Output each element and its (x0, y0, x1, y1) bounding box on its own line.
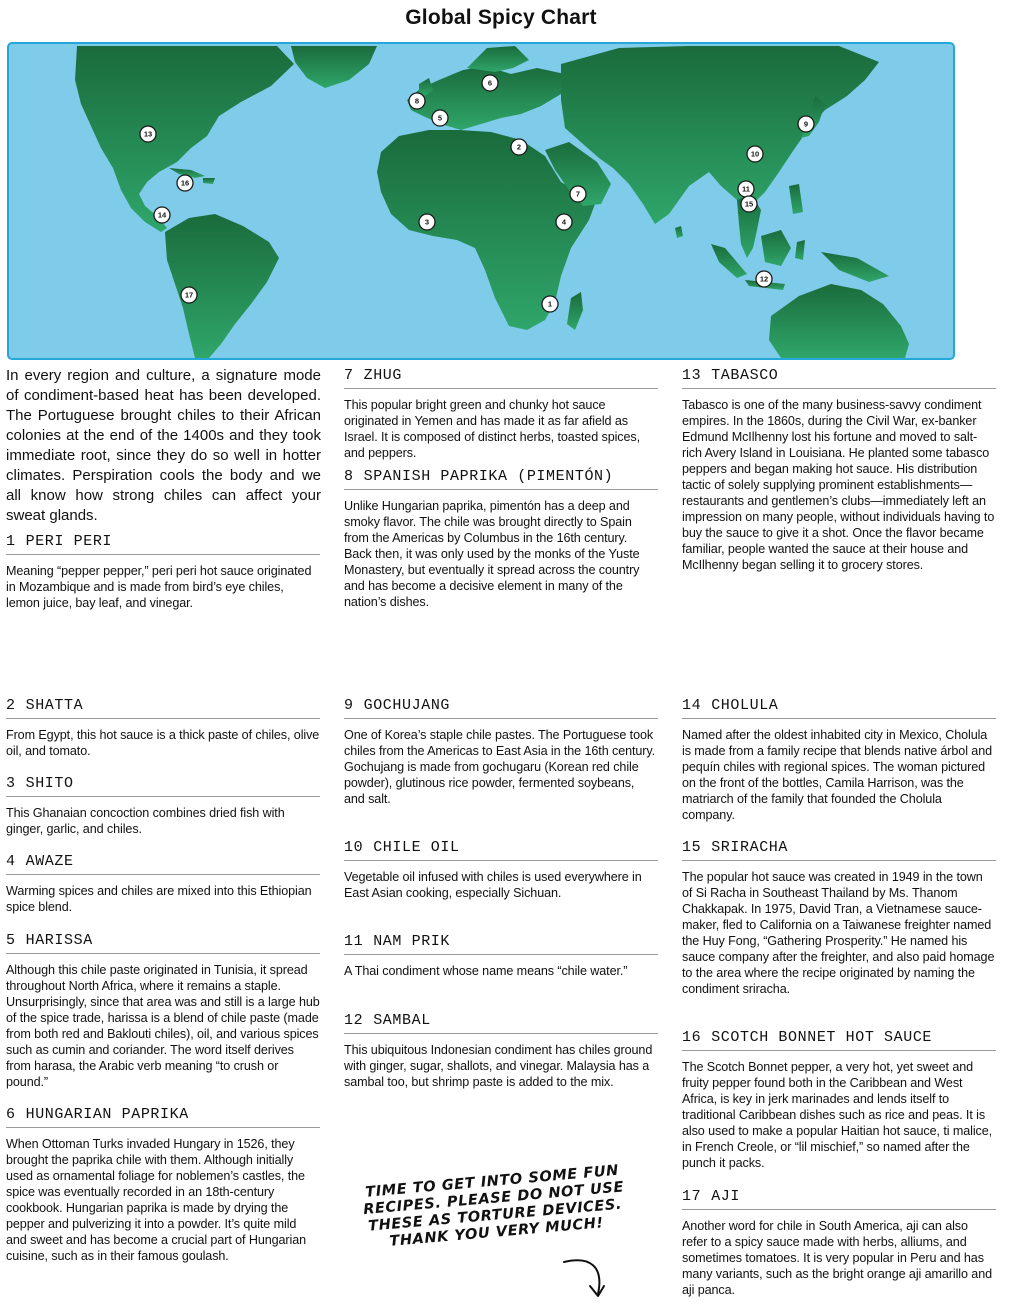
sauce-entry-awaze (6, 853, 320, 915)
australia-shape (769, 284, 909, 358)
page-title: Global Spicy Chart (405, 6, 597, 29)
sauce-description: When Ottoman Turks invaded Hungary in 1526, they brought the paprika chile with them. Although initially used as ornamental foliage for noblemen’s castles, the spice was eventually recorded in an 18th-century cookbook. Hungarian paprika is made by drying the pepper and pulverizing it into a powder. It’s quite mild and sweet and has become a crucial part of Hungarian cuisine, such as in their famous goulash. (6, 1137, 307, 1263)
sauce-name: ZHUG (363, 367, 403, 384)
sauce-number: 10 (344, 839, 364, 856)
sauce-entry-spanish-paprika (344, 468, 658, 610)
map-marker-label: 16 (180, 178, 190, 188)
sauce-heading (682, 697, 996, 719)
hispaniola-shape (203, 178, 215, 184)
sauce-name: TABASCO (711, 367, 779, 384)
sauce-description: The popular hot sauce was created in 1949 in the town of Si Racha in Southeast Thailand by Ms. Thanom Chakkapak. In 1975, David Tran, a Vietnamese sauce-maker, fled to California on a Taiwanese freighter named the Huy Fong, “Gathering Prosperity.” He named his sauce company after the freighter, and also paid homage to the area where the recipe originated by naming the condiment sriracha. (682, 870, 995, 996)
sauce-entry-tabasco (682, 367, 996, 573)
sauce-entry-gochujang (344, 697, 658, 807)
sauce-description: Warming spices and chiles are mixed into this Ethiopian spice blend. (6, 884, 312, 914)
map-marker-label: 7 (575, 189, 581, 199)
sauce-entry-peri-peri (6, 533, 320, 611)
map-marker-14[interactable] (154, 207, 170, 223)
map-marker-label: 12 (759, 274, 769, 284)
sauce-description: Named after the oldest inhabited city in Mexico, Cholula is made from a family recipe that blends native árbol and pequín chiles with regional spices. The woman pictured on the front of the bottles, Camila Harrison, was the matriarch of the family that founded the Cholula company. (682, 728, 993, 822)
sauce-description: Meaning “pepper pepper,” peri peri hot sauce originated in Mozambique and is made from bird’s eye chiles, lemon juice, bay leaf, and vinegar. (6, 564, 312, 610)
sauce-heading (682, 367, 996, 389)
sauce-entry-scotch-bonnet (682, 1029, 996, 1171)
continents (75, 46, 909, 358)
sauce-name: SHITO (25, 775, 74, 792)
map-marker-label: 2 (516, 142, 522, 152)
sauce-number: 6 (6, 1106, 16, 1123)
sauce-heading (682, 1188, 996, 1210)
sauce-number: 13 (682, 367, 702, 384)
sauce-description: This ubiquitous Indonesian condiment has chiles ground with ginger, sugar, shallots, and vinegar. Malaysia has a sambal too, but shrimp paste is added to the mix. (344, 1043, 653, 1089)
sauce-heading (6, 775, 320, 797)
sauce-name: NAM PRIK (373, 933, 451, 950)
map-marker-label: 11 (742, 184, 750, 194)
sauce-name: SAMBAL (373, 1012, 431, 1029)
sauce-name: SPANISH PAPRIKA (PIMENTÓN) (363, 468, 614, 485)
sumatra-shape (711, 244, 747, 278)
greenland-shape (291, 46, 377, 88)
sauce-heading (6, 1106, 320, 1128)
sulawesi-shape (795, 240, 805, 260)
philippines-shape (789, 184, 803, 214)
sauce-description: One of Korea’s staple chile pastes. The Portuguese took chiles from the Americas to East Asia in the 16th century. Gochujang is made from gochugaru (Korean red chile powder), glutinous rice powder, fermented soybeans, and salt. (344, 728, 656, 806)
sauce-entry-shatta (6, 697, 320, 759)
sauce-number: 4 (6, 853, 16, 870)
sauce-name: CHILE OIL (373, 839, 460, 856)
sauce-heading (344, 468, 658, 490)
sauce-entry-aji (682, 1188, 996, 1298)
sauce-entry-nam-prik (344, 933, 658, 979)
intro-paragraph: In every region and culture, a signature mode of condiment-based heat has been developed. The Portuguese brought chiles to their African colonies at the end of the 1400s and they took immediate root, since they do so well in hotter climates. Perspiration cools the body and we all know how strong chiles can affect your sweat glands. (6, 367, 321, 524)
map-marker-label: 1 (547, 299, 553, 309)
sauce-description: Vegetable oil infused with chiles is used everywhere in East Asian cooking, especially Sichuan. (344, 870, 642, 900)
map-marker-label: 17 (184, 290, 194, 300)
sauce-number: 11 (344, 933, 364, 950)
handwritten-note: TIME TO GET INTO SOME FUN RECIPES. PLEASE DO NOT USE THESE AS TORTURE DEVICES. THANK YOU VERY MUCH! (362, 1162, 625, 1250)
sauce-number: 3 (6, 775, 16, 792)
map-marker-label: 6 (487, 78, 493, 88)
sauce-heading (6, 932, 320, 954)
sauce-entry-chile-oil (344, 839, 658, 901)
sauce-name: AWAZE (25, 853, 74, 870)
map-marker-label: 9 (803, 119, 809, 129)
sauce-number: 5 (6, 932, 16, 949)
sauce-heading (682, 839, 996, 861)
sauce-heading (344, 697, 658, 719)
sauce-description: Unlike Hungarian paprika, pimentón has a deep and smoky flavor. The chile was brought directly to Spain from the Americas by Columbus in the 16th century. Back then, it was only used by the monks of the Yuste Monastery, but eventually it spread across the country and has become a decisive element in many of the nation’s dishes. (344, 499, 640, 609)
map-marker-10[interactable] (747, 146, 763, 162)
sauce-heading (6, 853, 320, 875)
asia-shape (561, 46, 879, 224)
map-marker-15[interactable] (741, 196, 757, 212)
sauce-heading (682, 1029, 996, 1051)
world-map-svg (9, 44, 953, 358)
map-marker-label: 8 (414, 96, 420, 106)
sauce-name: HARISSA (25, 932, 93, 949)
sauce-description: Another word for chile in South America, aji can also refer to a spicy sauce made with herbs, alliums, and sometimes tomatoes. It is very popular in Peru and has many variants, such as the bright orange aji amarillo and aji panca. (682, 1219, 993, 1297)
sauce-number: 7 (344, 367, 354, 384)
sauce-entry-cholula (682, 697, 996, 823)
sauce-name: SCOTCH BONNET HOT SAUCE (711, 1029, 933, 1046)
sauce-number: 14 (682, 697, 702, 714)
map-marker-11[interactable] (738, 181, 754, 197)
map-marker-3[interactable] (419, 214, 435, 230)
sauce-heading (344, 839, 658, 861)
sauce-entry-hungarian-paprika (6, 1106, 320, 1264)
sauce-heading (344, 933, 658, 955)
sauce-entry-harissa (6, 932, 320, 1090)
sauce-name: SRIRACHA (711, 839, 789, 856)
map-marker-label: 13 (143, 129, 153, 139)
sauce-number: 1 (6, 533, 16, 550)
sauce-description: Tabasco is one of the many business-savvy condiment empires. In the 1860s, during the Civil War, ex-banker Edmund McIlhenny lost his fortune and moved to salt-rich Avery Island in Louisiana. He planted some tabasco peppers and began making hot sauce. His distribution tactic of solely supplying prominent establishments—restaurants and gentlemen’s clubs—immediately left an impression on many people, without individuals having to buy the sauce to give it a shot. Once the flavor became familiar, people wanted the sauce at their house and McIlhenny began selling it to grocery stores. (682, 398, 995, 572)
sauce-name: GOCHUJANG (363, 697, 451, 714)
new-guinea-shape (821, 252, 889, 282)
sauce-description: This popular bright green and chunky hot sauce originated in Yemen and has made it as far afield as Israel. It is composed of distinct herbs, toasted spices, and peppers. (344, 398, 640, 460)
map-marker-13[interactable] (140, 126, 156, 142)
sauce-name: SHATTA (25, 697, 84, 714)
sauce-number: 2 (6, 697, 16, 714)
sauce-name: CHOLULA (711, 697, 779, 714)
sauce-description: This Ghanaian concoction combines dried fish with ginger, garlic, and chiles. (6, 806, 285, 836)
sri-lanka-shape (675, 226, 683, 238)
borneo-shape (761, 230, 791, 266)
sauce-entry-shito (6, 775, 320, 837)
sauce-heading (6, 533, 320, 555)
map-marker-label: 10 (750, 149, 760, 159)
sauce-description: Although this chile paste originated in Tunisia, it spread throughout North Africa, where it remains a staple. Unsurprisingly, since that area was and still is a large hub of the spice trade, harissa is a blend of chile paste (made from both red and Baklouti chiles), oil, and various spices such as cumin and coriander. The word itself derives from harasa, the Arabic verb meaning “to crush or pound.” (6, 963, 320, 1089)
south-america-shape (165, 214, 279, 358)
map-marker-8[interactable] (409, 93, 425, 109)
sauce-entry-zhug (344, 367, 658, 461)
map-marker-label: 14 (157, 210, 167, 220)
map-marker-7[interactable] (570, 186, 586, 202)
map-marker-9[interactable] (798, 116, 814, 132)
map-marker-17[interactable] (181, 287, 197, 303)
map-marker-5[interactable] (432, 110, 448, 126)
map-marker-1[interactable] (542, 296, 558, 312)
map-marker-12[interactable] (756, 271, 772, 287)
sauce-description: A Thai condiment whose name means “chile water.” (344, 964, 628, 978)
sauce-number: 12 (344, 1012, 364, 1029)
map-marker-6[interactable] (482, 75, 498, 91)
madagascar-shape (567, 292, 583, 330)
sauce-name: HUNGARIAN PAPRIKA (25, 1106, 189, 1123)
sauce-number: 8 (344, 468, 354, 485)
sauce-description: From Egypt, this hot sauce is a thick paste of chiles, olive oil, and tomato. (6, 728, 320, 758)
curved-arrow-icon (560, 1256, 630, 1304)
north-america-shape (75, 46, 294, 232)
map-marker-label: 5 (437, 113, 443, 123)
map-marker-label: 3 (424, 217, 430, 227)
world-map (7, 42, 955, 360)
sauce-description: The Scotch Bonnet pepper, a very hot, yet sweet and fruity pepper found both in the Caribbean and West Africa, is key in jerk marinades and lends itself to traditional Caribbean dishes such as rice and peas. It is also used to make a popular Haitian hot sauce, ti malice, in French Creole, or “lil mischief,” so named after the punch it packs. (682, 1060, 993, 1170)
sauce-heading (6, 697, 320, 719)
sauce-number: 16 (682, 1029, 702, 1046)
sauce-name: PERI PERI (25, 533, 113, 550)
sauce-number: 9 (344, 697, 354, 714)
sauce-heading (344, 367, 658, 389)
map-marker-4[interactable] (556, 214, 572, 230)
map-marker-2[interactable] (511, 139, 527, 155)
sauce-number: 17 (682, 1188, 702, 1205)
sauce-name: AJI (711, 1188, 741, 1205)
scandinavia-shape (467, 46, 529, 72)
map-marker-label: 15 (744, 199, 754, 209)
sauce-heading (344, 1012, 658, 1034)
map-marker-16[interactable] (177, 175, 193, 191)
map-marker-label: 4 (561, 217, 567, 227)
sauce-entry-sambal (344, 1012, 658, 1090)
sauce-number: 15 (682, 839, 702, 856)
sauce-entry-sriracha (682, 839, 996, 997)
